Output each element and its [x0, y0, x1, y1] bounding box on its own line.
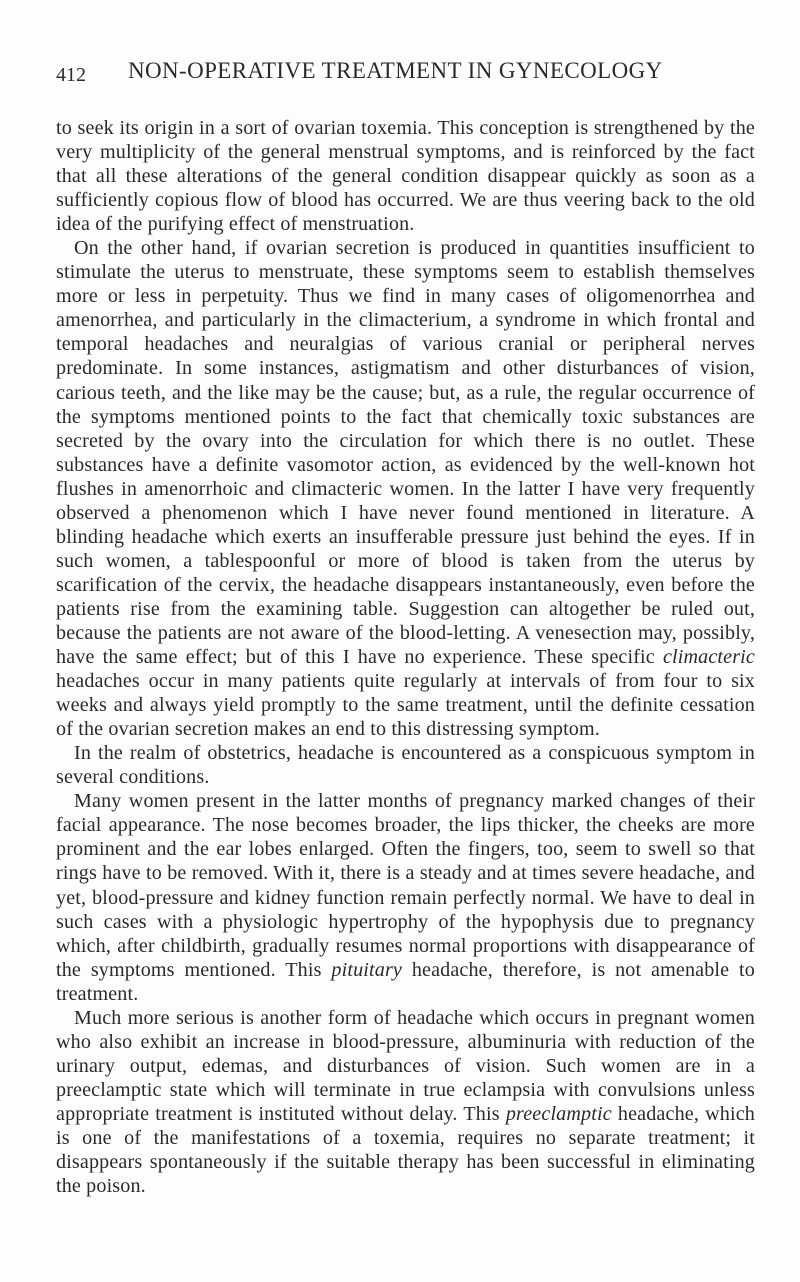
paragraph-5-end: headache, which is one of the manifestations of a toxemia, requires no separate treatment; it disappears spontaneously if the suitable therapy has been successful in eliminating the poison. — [56, 1102, 755, 1198]
paragraph-5-text: Much more serious is another form of headache which occurs in pregnant women who also exhibit an increase in blood-pressure, albuminuria with reduction of the urinary output, edemas, and disturbances of vision. Such women are in a preeclamptic state which will terminate in true eclampsia with convulsions unless appropriate treatment is instituted without delay. This — [56, 1006, 755, 1125]
paragraph-2-text: On the other hand, if ovarian secretion is produced in quantities insufficient to stimulate the uterus to menstruate, these symptoms seem to establish themselves more or less in perpetuity. Thus we find in many cases of oligomenorrhea and amenorrhea, and particularly in the climacterium, a syndrome in which frontal and temporal headaches and neuralgias of various cranial or peripheral nerves predominate. In some instances, astigmatism and other disturbances of vision, carious teeth, and the like may be the cause; but, as a rule, the regular occurrence of the symptoms mentioned points to the fact that chemically toxic substances are secreted by the ovary into the circulation for which there is no outlet. These substances have a definite vasomotor action, as evidenced by the well-known hot flushes in amenorrhoic and climacteric women. In the latter I have very frequently observed a phenomenon which I have never found mentioned in literature. A blinding headache which exerts an insufferable pressure just behind the eyes. If in such women, a tablespoonful or more of blood is taken from the uterus by scarification of the cervix, the headache disappears instantaneously, even before the patients rise from the examining table. Suggestion can altogether be ruled out, because the patients are not aware of the blood-letting. A venesection may, possibly, have the same effect; but of this I have no experience. These specific — [56, 237, 755, 669]
running-head: NON-OPERATIVE TREATMENT IN GYNECOLOGY — [128, 58, 663, 83]
paragraph-4-end: headache, therefore, is not amenable to treatment. — [56, 958, 755, 1005]
emphasis-preeclamptic: preeclamptic — [505, 1102, 612, 1125]
emphasis-pituitary: pituitary — [331, 958, 402, 981]
paragraph-5 — [56, 1006, 755, 1198]
paragraph-2 — [56, 236, 755, 741]
page-number: 412 — [56, 64, 86, 86]
paragraph-4-text: Many women present in the latter months of pregnancy marked changes of their facial appearance. The nose becomes broader, the lips thicker, the cheeks are more prominent and the ear lobes enlarged. Often the fingers, too, seem to swell so that rings have to be removed. With it, there is a steady and at times severe headache, and yet, blood-pressure and kidney function remain perfectly normal. We have to deal in such cases with a physiologic hypertrophy of the hypophysis due to pregnancy which, after childbirth, gradually resumes normal proportions with disappearance of the symptoms mentioned. This — [56, 790, 755, 981]
paragraph-1: to seek its origin in a sort of ovarian toxemia. This conception is strengthened by the very multiplicity of the general menstrual symptoms, and is reinforced by the fact that all these alterations of the general condition disappear quickly as soon as a sufficiently copious flow of blood has occurred. We are thus veering back to the old idea of the purifying effect of menstruation. — [56, 117, 755, 236]
emphasis-climacteric: climacteric — [662, 646, 755, 669]
paragraph-3: In the realm of obstetrics, headache is encountered as a conspicuous symptom in several conditions. — [56, 742, 755, 789]
paragraph-4 — [56, 789, 755, 1005]
paragraph-2-end: headaches occur in many patients quite regularly at intervals of from four to six weeks and always yield promptly to the same treatment, until the definite cessation of the ovarian secretion makes an end to this distressing symptom. — [56, 670, 755, 741]
body-text — [56, 116, 755, 1198]
page-header — [56, 30, 756, 86]
